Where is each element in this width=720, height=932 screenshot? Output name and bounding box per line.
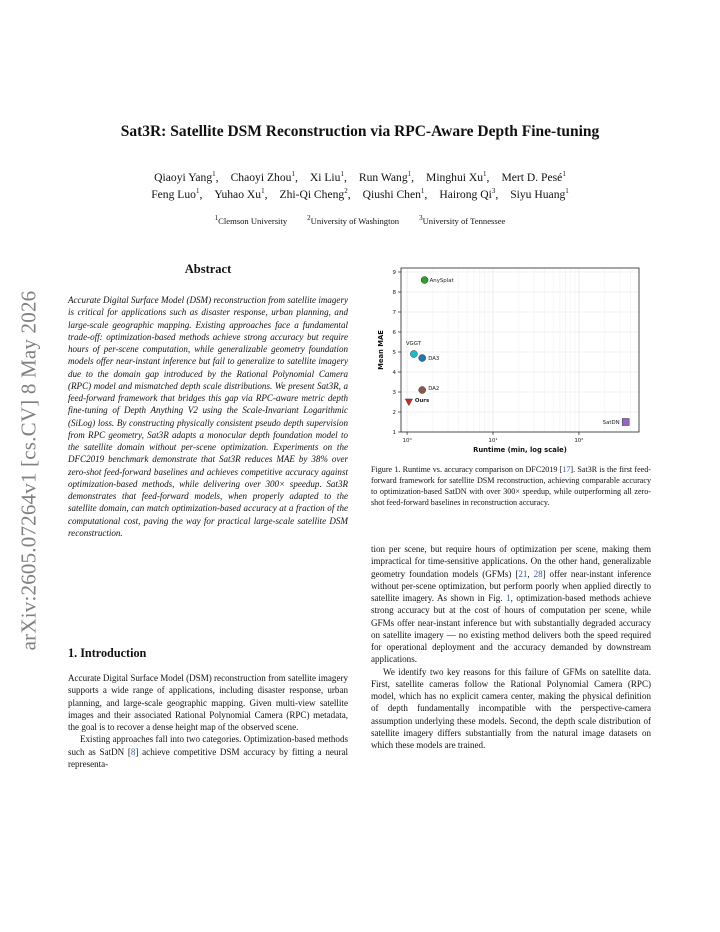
- affiliation: $^3$University of Tennessee: [419, 214, 506, 226]
- x-tick-label: 10¹: [488, 438, 498, 444]
- y-tick-label: 4: [392, 370, 396, 376]
- x-tick-label: 10²: [574, 438, 584, 444]
- point-label-da2: DA2: [428, 386, 440, 392]
- introduction-text: [68, 672, 348, 770]
- data-point-ours: [405, 399, 412, 406]
- y-tick-label: 6: [392, 330, 396, 336]
- data-point-da2: [419, 387, 426, 394]
- x-tick-label: 10⁰: [402, 438, 412, 444]
- author-name: Run Wang$^1$,: [358, 170, 415, 184]
- author-name: Yuhao Xu$^1$,: [214, 187, 268, 201]
- figure-1-caption: Figure 1. Runtime vs. accuracy comparison on DFC2019 [17]. Sat3R is the first feed-forward framework for satellite DSM reconstruction, achieving comparable accuracy to optimization-based SatDN with over 300× speedup, while outperforming all zero-shot feed-forward baselines in reconstruction accuracy.: [371, 465, 651, 507]
- intro-paragraph-2: Existing approaches fall into two categories. Optimization-based methods such as SatDN [8] achieve competitive DSM accuracy by fitting a neural representa-: [68, 734, 349, 769]
- author-name: Feng Luo$^1$,: [151, 187, 203, 201]
- author-name: Zhi-Qi Cheng$^2$,: [279, 187, 351, 201]
- point-label-anysplat: AnySplat: [429, 278, 454, 284]
- y-tick-label: 7: [392, 310, 396, 316]
- abstract-heading: Abstract: [184, 262, 232, 276]
- data-point-anysplat: [421, 277, 428, 284]
- author-name: Siyu Huang$^1$: [510, 187, 569, 201]
- figure-1-chart: [371, 262, 651, 462]
- citation-link[interactable]: 21: [518, 568, 528, 579]
- point-label-ours: Ours: [414, 398, 430, 404]
- runtime-vs-mae-scatter: [371, 262, 651, 462]
- authors-line-2: [0, 187, 720, 203]
- author-name: Hairong Qi$^3$,: [439, 187, 499, 201]
- data-point-vggt: [410, 351, 417, 358]
- citation-link[interactable]: 17: [562, 465, 571, 474]
- affiliations: [0, 216, 720, 226]
- intro-paragraph-1: Accurate Digital Surface Model (DSM) reconstruction from satellite imagery supports a wide range of applications, including disaster response, urban planning, and large-scale geographic mapping. Given multi-view satellite images and their associated Rational Polynomial Camera (RPC) metadata, the goal is to recover a dense height map of the observed scene.: [68, 673, 348, 732]
- author-name: Qiaoyi Yang$^1$,: [154, 170, 219, 184]
- author-name: Qiushi Chen$^1$,: [362, 187, 428, 201]
- right-column-text: [371, 543, 651, 751]
- y-tick-label: 3: [392, 390, 396, 396]
- arxiv-stamp: arXiv:2605.07264v1 [cs.CV] 8 May 2026: [16, 290, 41, 650]
- data-point-da3: [419, 355, 426, 362]
- x-axis-label: Runtime (min, log scale): [473, 446, 567, 454]
- affiliation: $^1$Clemson University: [214, 214, 288, 226]
- data-point-satdn: [622, 419, 629, 426]
- y-tick-label: 1: [392, 430, 396, 436]
- y-tick-label: 8: [392, 290, 396, 296]
- author-name: Xi Liu$^1$,: [309, 170, 347, 184]
- section-heading-introduction: 1. Introduction: [68, 646, 147, 660]
- y-tick-label: 2: [392, 410, 396, 416]
- citation-link[interactable]: 28: [533, 568, 543, 579]
- authors-line-1: [0, 170, 720, 186]
- right-paragraph-1: tion per scene, but require hours of optimization per scene, making them impractical for time-sensitive applications. On the other hand, generalizable geometry foundation models (GFMs) [21, 28] offer near-instant inference without per-scene optimization, but perform poorly when applied directly to satellite imagery. As shown in Fig. 1, optimization-based methods achieve strong accuracy but at the cost of hours of computation per scene, while GFMs offer near-instant inference but with substantially degraded accuracy on satellite imagery — no existing method delivers both the speed required for operational deployment and the accuracy demanded by downstream applications.: [371, 544, 651, 665]
- author-name: Mert D. Pesé$^1$: [501, 170, 566, 184]
- y-tick-label: 9: [392, 270, 396, 276]
- y-tick-label: 5: [392, 350, 396, 356]
- abstract-text: Accurate Digital Surface Model (DSM) reconstruction from satellite imagery is critical for applications such as disaster response, urban planning, and large-scale geographic mapping. Existing approaches face a fundamental trade-off: optimization-based methods achieve strong accuracy but require hours of per-scene computation, while generalizable geometry foundation models offer near-instant inference but fail to generalize to satellite imagery due to the domain gap introduced by the Rational Polynomial Camera (RPC) model and mismatched depth scale distributions. We present Sat3R, a feed-forward framework that bridges this gap via RPC-aware metric depth fine-tuning of Depth Anything V2 using the Scale-Invariant Logarithmic (SiLog) loss. By constructing physically consistent pseudo depth supervision from RPC geometry, Sat3R adapts a monocular depth foundation model to the satellite domain without per-scene optimization. Experiments on the DFC2019 benchmark demonstrate that Sat3R reduces MAE by 38% over zero-shot feed-forward baselines and achieves competitive accuracy against optimization-based methods, while delivering over 300× speedup. Sat3R demonstrates that feed-forward models, when properly adapted to the satellite domain, can match optimization-based accuracy at a fraction of the computational cost, paving the way for practical large-scale satellite DSM reconstruction.: [68, 295, 348, 538]
- author-name: Minghui Xu$^1$,: [426, 170, 490, 184]
- plot-frame: [401, 268, 639, 432]
- citation-link[interactable]: 8: [130, 746, 136, 757]
- right-paragraph-2: We identify two key reasons for this failure of GFMs on satellite data. First, satellite cameras follow the Rational Polynomial Camera (RPC) model, which has no explicit camera center, making the physical definition of depth fundamentally incompatible with the perspective-camera assumption underlying these models. Second, the depth scale distribution of satellite imagery differs substantially from the natural image datasets on which these models are trained.: [371, 666, 651, 750]
- point-label-satdn: SatDN: [602, 420, 620, 426]
- point-label-da3: DA3: [428, 356, 440, 362]
- y-axis-label: Mean MAE: [377, 330, 385, 370]
- figure-ref-link[interactable]: 1: [506, 593, 511, 603]
- affiliation: $^2$University of Washington: [307, 214, 400, 226]
- point-label-vggt: VGGT: [405, 341, 422, 347]
- paper-title: Sat3R: Satellite DSM Reconstruction via RPC-Aware Depth Fine-tuning: [120, 123, 600, 140]
- author-name: Chaoyi Zhou$^1$,: [230, 170, 298, 184]
